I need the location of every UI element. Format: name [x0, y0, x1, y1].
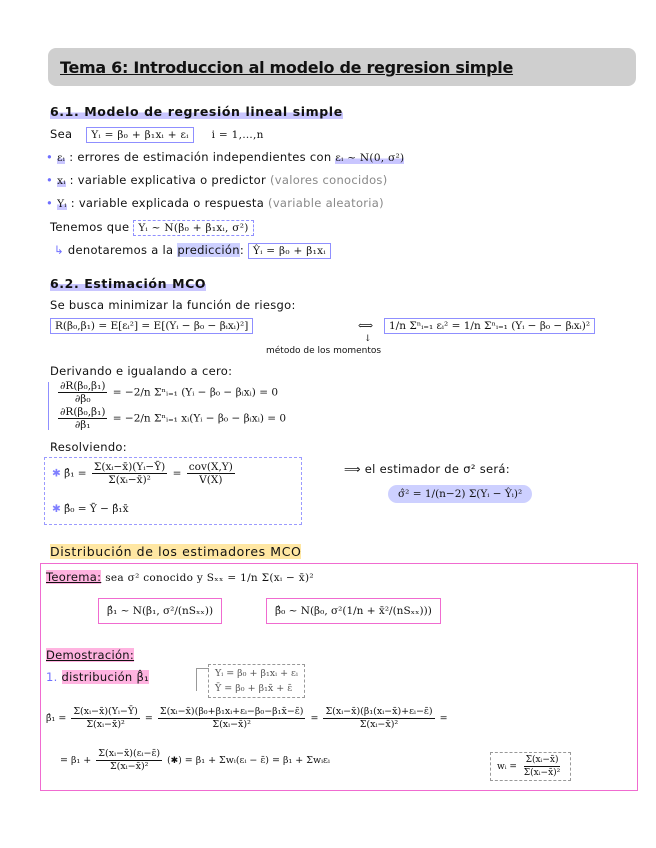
fraction — [96, 748, 162, 773]
busca-text: Se busca minimizar la función de riesgo: — [50, 298, 296, 312]
prediction-line — [54, 243, 331, 257]
denominator: Σ(xᵢ−x̄)² — [108, 474, 151, 486]
item-1 — [46, 670, 149, 684]
star-icon: ✱ — [52, 503, 61, 515]
tenemos-equation: Yᵢ ~ N(β₀ + β₁xᵢ, σ²) — [133, 220, 253, 236]
prediction-equation: Ŷᵢ = β₀ + β₁xᵢ — [248, 243, 331, 259]
l2-star: (✱) — [167, 756, 182, 766]
numerator: Σ(xᵢ−x̄)(Yᵢ−Ȳ) — [73, 706, 138, 717]
aux-equations-box — [208, 664, 305, 698]
denominator: Σ(xᵢ−x̄)² — [359, 719, 399, 730]
bullet-distribution: εᵢ ~ N(0, σ²) — [335, 152, 405, 164]
sea-word: Sea — [50, 127, 73, 141]
aux-equation-2: Ȳ = β₀ + β₁x̄ + ε̄ — [215, 683, 293, 694]
fraction — [71, 706, 140, 731]
theorem-label: Teorema: — [46, 570, 102, 584]
beta1-hat-equation — [52, 461, 237, 486]
derivative-rhs: = −2/n Σⁿᵢ₌₁ (Yᵢ − β₀ − βᵢxᵢ) = 0 — [112, 386, 279, 399]
derivative-rhs: = −2/n Σⁿᵢ₌₁ xᵢ(Yᵢ − β₀ − βᵢxᵢ) = 0 — [112, 412, 287, 425]
l1-lhs: β̂₁ = — [46, 713, 67, 724]
bullet-dot: • — [46, 196, 54, 210]
fraction — [187, 461, 235, 486]
equals-sign: = — [172, 467, 182, 480]
numerator: Σ(xᵢ−x̄) — [525, 755, 559, 765]
bullet-dot: • — [46, 173, 54, 187]
fraction — [158, 706, 306, 731]
beta0-distribution: β̂₀ ~ N(β₀, σ²(1/n + x̄²/(nSₓₓ))) — [266, 598, 441, 624]
numerator: Σ(xᵢ−x̄)(Yᵢ−Ȳ) — [93, 461, 166, 473]
bullet-note: (variable aleatoria) — [268, 196, 384, 210]
resolviendo-text: Resolviendo: — [50, 440, 127, 454]
fraction — [522, 754, 563, 779]
numerator: cov(X,Y) — [188, 461, 233, 473]
denominator: Σ(xᵢ−x̄)² — [212, 719, 251, 730]
item-text: distribución β̂₁ — [61, 670, 150, 684]
numerator: Σ(xᵢ−x̄)(β₀+β₁xᵢ+εᵢ−β₀−β₁x̄−ε̄) — [159, 706, 304, 717]
denominator: ∂β₀ — [74, 393, 91, 405]
bullet-term: Yᵢ — [57, 198, 67, 210]
denominator: Σ(xᵢ−x̄)² — [523, 768, 561, 778]
numerator: Σ(xᵢ−x̄)(β₁(xᵢ−x̄)+εᵢ−ε̄) — [325, 706, 433, 717]
beta1-distribution: β̂₁ ~ N(β₁, σ²/(nSₓₓ)) — [98, 598, 222, 624]
equivalence-arrow: ⟺ — [358, 320, 374, 332]
beta0-hat-equation — [52, 503, 129, 515]
model-index: i = 1,…,n — [211, 129, 264, 141]
bullet-errors — [46, 150, 404, 164]
numerator: Σ(xᵢ−x̄)(εᵢ−ε̄) — [98, 748, 161, 759]
bullet-text: : variable explicativa o predictor — [69, 173, 267, 187]
derivando-text: Derivando e igualando a cero: — [50, 364, 233, 378]
denominator: ∂β₁ — [74, 419, 91, 431]
sigma-estimator: σ̂² = 1/(n−2) Σ(Yᵢ − Ŷᵢ)² — [388, 485, 532, 503]
equals-sign: = — [439, 713, 448, 724]
w-lhs: wᵢ = — [497, 762, 517, 772]
down-arrow-icon: ↓ — [364, 334, 372, 344]
fraction — [323, 706, 434, 731]
tenemos-line — [50, 220, 254, 234]
bullet-term: εᵢ — [57, 152, 66, 164]
section-heading-distribution: Distribución de los estimadores MCO — [50, 544, 302, 559]
model-equation: Yᵢ = β₀ + β₁xᵢ + εᵢ — [86, 127, 193, 143]
bullet-predictor — [46, 173, 388, 187]
section-heading-6-1: 6.1. Modelo de regresión lineal simple — [50, 104, 343, 119]
l2-lead: = β₁ + — [60, 755, 92, 766]
bullet-text: : errores de estimación independientes con — [69, 150, 332, 164]
derivation-line-2 — [60, 748, 330, 773]
derivation-line-1 — [46, 706, 448, 731]
return-arrow-icon: ↳ — [54, 243, 64, 257]
aux-equation-1: Yᵢ = β₀ + β₁xᵢ + εᵢ — [215, 668, 298, 679]
item-number: 1. — [46, 670, 58, 684]
equals-sign: = — [310, 713, 319, 724]
prediction-colon: : — [239, 243, 245, 257]
fraction — [58, 406, 107, 431]
derivative-eq-2 — [56, 406, 286, 431]
theorem-text: sea σ² conocido y Sₓₓ = 1/n Σ(xᵢ − x̄)² — [105, 572, 314, 584]
fraction — [58, 380, 107, 405]
theorem-line — [46, 570, 314, 584]
denominator: V(X) — [199, 474, 223, 486]
page-title: Tema 6: Introduccion al modelo de regresion simple — [60, 58, 514, 77]
metodo-note: método de los momentos — [266, 346, 382, 356]
bullet-dot: • — [46, 150, 54, 164]
derivative-eq-1 — [56, 380, 278, 405]
numerator: ∂R(β₀,β₁) — [60, 380, 106, 392]
bullet-term: xᵢ — [57, 175, 66, 187]
risk-equation: R(β₀,β₁) = E[εᵢ²] = E[(Yᵢ − β₀ − βᵢxᵢ)²] — [50, 318, 253, 334]
denominator: Σ(xᵢ−x̄)² — [86, 719, 125, 730]
beta0-hat-text: β̂₀ = Ȳ − β̂₁x̄ — [64, 503, 129, 515]
model-line — [50, 127, 264, 141]
tenemos-text: Tenemos que — [50, 220, 130, 234]
denominator: Σ(xᵢ−x̄)² — [109, 761, 149, 772]
prediction-word: predicción — [177, 243, 240, 257]
bullet-text: : variable explicada o respuesta — [70, 196, 265, 210]
weight-box — [490, 752, 571, 781]
section-heading-6-2: 6.2. Estimación MCO — [50, 276, 207, 291]
empirical-equation: 1/n Σⁿᵢ₌₁ εᵢ² = 1/n Σⁿᵢ₌₁ (Yᵢ − β₀ − βᵢxᵢ)² — [384, 318, 595, 334]
prediction-text: denotaremos a la — [67, 243, 174, 257]
beta1-hat-lhs: β̂₁ = — [64, 467, 87, 480]
equals-sign: = — [144, 713, 153, 724]
brace-line — [48, 382, 49, 430]
bullet-note: (valores conocidos) — [270, 173, 388, 187]
l2-rest: = β₁ + Σwᵢ(εᵢ − ε̄) = β₁ + Σwᵢεᵢ — [184, 755, 330, 766]
star-icon: ✱ — [52, 467, 61, 480]
bullet-response — [46, 196, 384, 210]
demo-label: Demostración: — [46, 648, 135, 662]
numerator: ∂R(β₀,β₁) — [60, 406, 106, 418]
sigma-lead: ⟹ el estimador de σ² será: — [344, 462, 510, 476]
fraction — [92, 461, 167, 486]
